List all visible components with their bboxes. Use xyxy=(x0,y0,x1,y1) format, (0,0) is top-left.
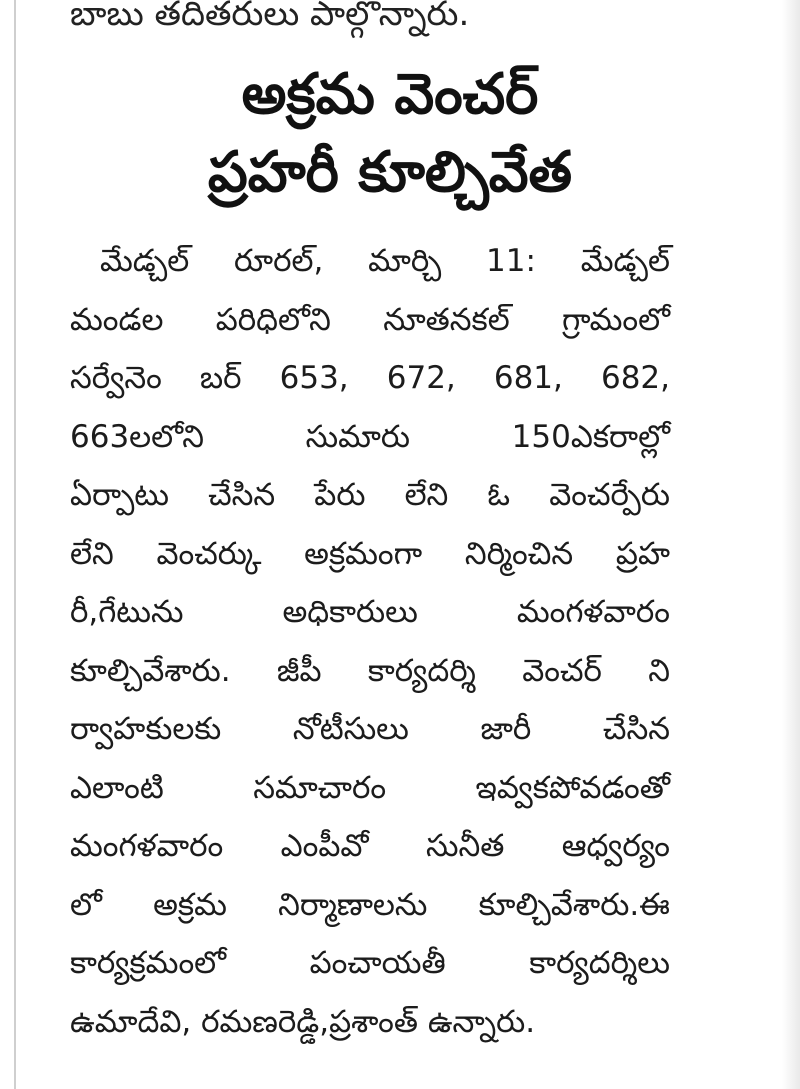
page-edge-shadow xyxy=(782,0,800,1089)
article-line: 663లలోని సుమారు 150ఎకరాల్లో xyxy=(70,418,670,455)
article-line: ఎలాంటి సమాచారం ఇవ్వకపోవడంతో xyxy=(70,769,670,806)
article-line: కార్యక్రమంలో పంచాయతీ కార్యదర్శిలు xyxy=(70,945,670,981)
article-line: లో అక్రమ నిర్మాణాలను కూల్చివేశారు.ఈ xyxy=(70,886,670,923)
article-line: ఏర్పాటు చేసిన పేరు లేని ఓ వెంచర్పేరు xyxy=(70,477,670,513)
article-line: ఉమాదేవి, రమణరెడ్డి,ప్రశాంత్ ఉన్నారు. xyxy=(70,1003,536,1040)
article-line: మేడ్చల్ రూరల్, మార్చి 11: మేడ్చల్ xyxy=(100,243,670,279)
previous-article-closing-line: బాబు తదితరులు పాల్గొన్నారు. xyxy=(70,0,470,34)
headline-line-2: ప్రహరీ కూల్చివేత xyxy=(207,140,573,205)
article-line: లేని వెంచర్కు అక్రమంగా నిర్మించిన ప్రహ xyxy=(70,535,670,572)
headline-line-1: అక్రమ వెంచర్ xyxy=(241,62,539,127)
article-body xyxy=(70,232,670,1051)
article-line: ర్వాహకులకు నోటీసులు జారీ చేసిన xyxy=(70,711,670,747)
article-line: రీ,గేటును అధికారులు మంగళవారం xyxy=(70,594,670,630)
article-line: మంగళవారం ఎంపీవో సునీత ఆధ్వర్యం xyxy=(70,828,670,864)
article-line: మండల పరిధిలోని నూతనకల్ గ్రామంలో xyxy=(70,301,670,338)
article-line: కూల్చివేశారు. జీపీ కార్యదర్శి వెంచర్ ని xyxy=(70,652,670,689)
article-line: సర్వేనెం బర్ 653, 672, 681, 682, xyxy=(70,360,670,396)
column-divider xyxy=(14,0,16,1089)
